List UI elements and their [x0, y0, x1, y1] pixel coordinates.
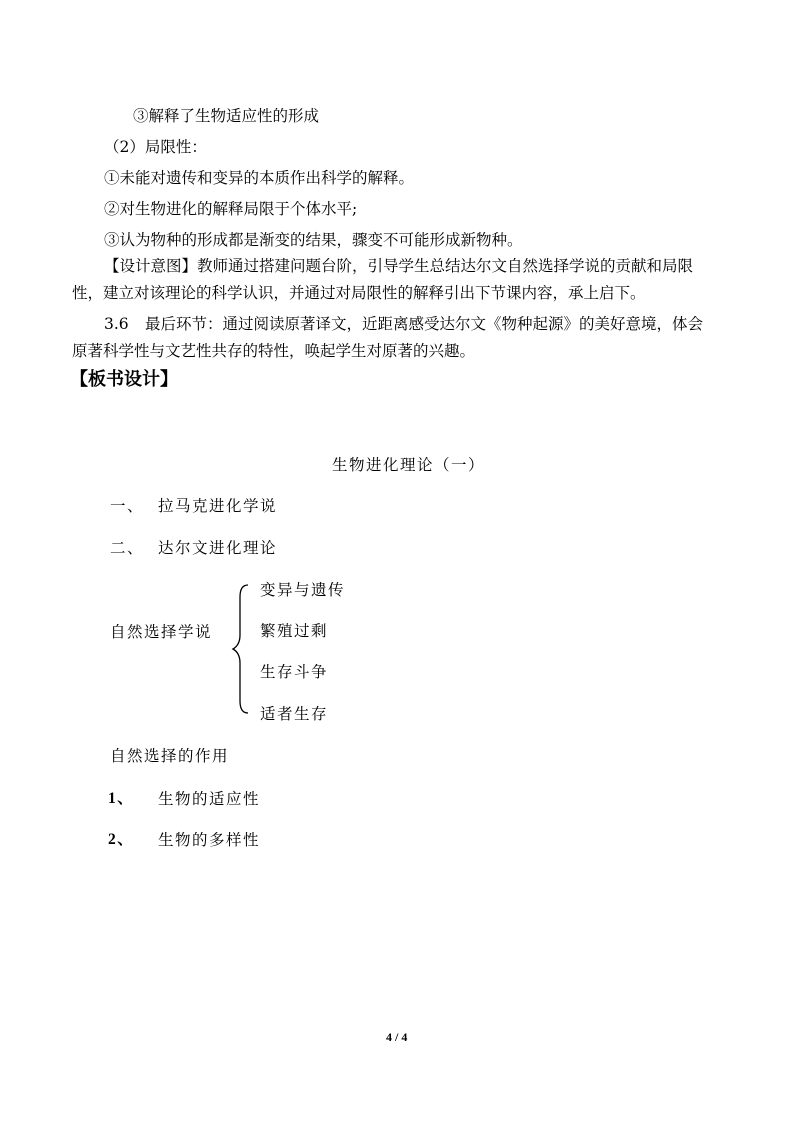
board-title: 生物进化理论（一）	[332, 456, 486, 474]
final-step-line-1: 最后环节：通过阅读原著译文，近距离感受达尔文《物种起源》的美好意境，体会	[145, 315, 704, 333]
board-design-heading: 【板书设计】	[70, 369, 178, 390]
contribution-item-3: ③解释了生物适应性的形成	[133, 107, 320, 125]
limitation-item-2: ②对生物进化的解释局限于个体水平;	[104, 200, 358, 218]
role-1-text: 生物的适应性	[158, 790, 261, 808]
board-item-1-text: 拉马克进化学说	[158, 497, 278, 515]
limitation-item-3: ③认为物种的形成都是渐变的结果，骤变不可能形成新物种。	[104, 231, 523, 249]
branch-struggle-for-existence: 生存斗争	[260, 663, 329, 681]
design-intent-line-2: 性，建立对该理论的科学认识，并通过对局限性的解释引出下节课内容，承上启下。	[72, 284, 646, 302]
final-step-number: 3.6	[104, 315, 129, 333]
role-2-text: 生物的多样性	[158, 831, 261, 849]
design-intent-line-1: 【设计意图】教师通过搭建问题台阶，引导学生总结达尔文自然选择学说的贡献和局限	[104, 257, 694, 275]
board-item-2-text: 达尔文进化理论	[158, 539, 278, 557]
limitations-title: （2）局限性：	[104, 138, 207, 156]
page-number: 4 / 4	[386, 1030, 408, 1044]
curly-brace-icon	[230, 583, 252, 715]
branch-survival-of-fittest: 适者生存	[260, 705, 329, 723]
role-2-number: 2、	[108, 831, 135, 848]
natural-selection-role-title: 自然选择的作用	[110, 747, 230, 765]
final-step-line-2: 原著科学性与文艺性共存的特性，唤起学生对原著的兴趣。	[72, 342, 476, 360]
limitation-item-1: ①未能对遗传和变异的本质作出科学的解释。	[104, 169, 415, 187]
branch-overproduction: 繁殖过剩	[260, 622, 329, 640]
natural-selection-label: 自然选择学说	[110, 623, 213, 641]
board-item-2-number: 二、	[110, 539, 145, 557]
board-item-1-number: 一、	[110, 497, 145, 515]
role-1-number: 1、	[108, 790, 135, 807]
branch-variation-heredity: 变异与遗传	[260, 581, 346, 599]
